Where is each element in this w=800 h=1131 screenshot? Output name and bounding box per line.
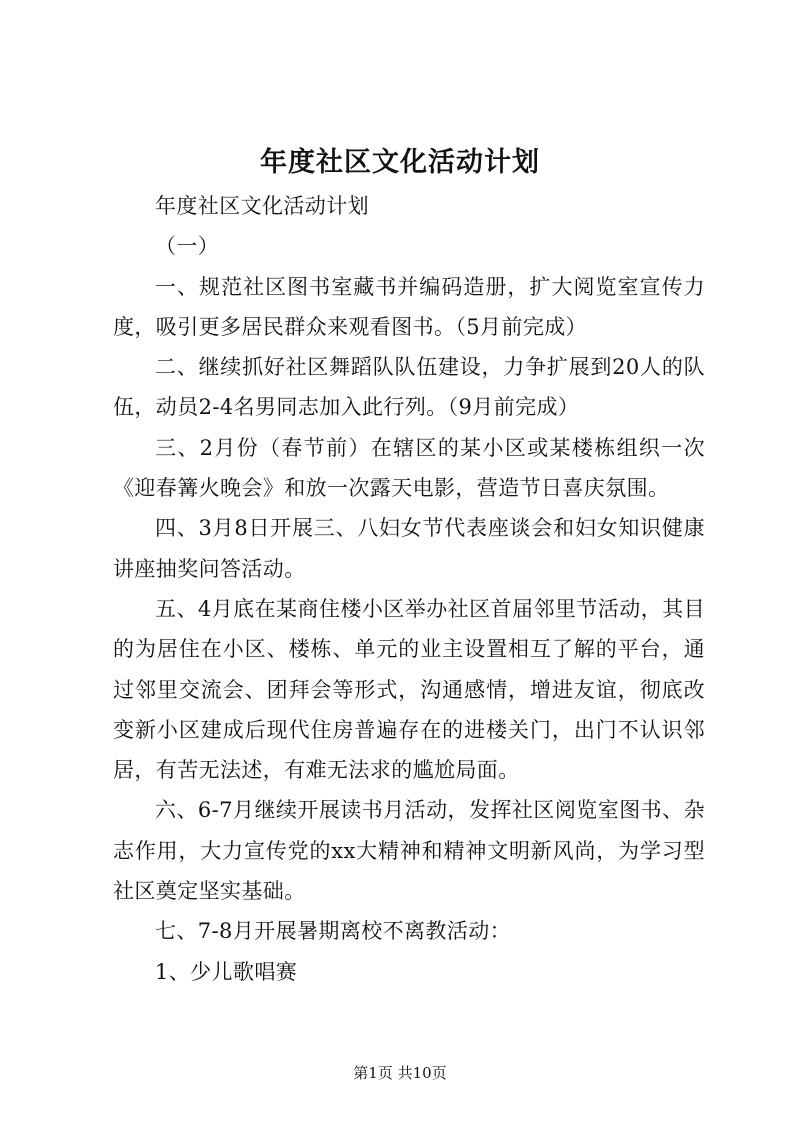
paragraph-section-one: （一） bbox=[155, 234, 220, 259]
paragraph-subitem-1: 1、少儿歌唱赛 bbox=[155, 959, 298, 984]
page-number-footer: 第1页 共10页 bbox=[353, 1064, 447, 1082]
document-title: 年度社区文化活动计划 bbox=[260, 147, 540, 178]
paragraph-item-7: 七、7-8月开展暑期离校不离教活动： bbox=[155, 919, 512, 944]
paragraph-item-6: 六、6-7月继续开展读书月活动，发挥社区阅览室图书、杂志作用，大力宣传党的xx大精神和精神文明新风尚，为学习型社区奠定坚实基础。 bbox=[113, 798, 705, 904]
paragraph-item-2: 二、继续抓好社区舞蹈队队伍建设，力争扩展到20人的队伍，动员2-4名男同志加入此行列。（9月前完成） bbox=[113, 355, 705, 420]
paragraph-item-3: 三、2月份（春节前）在辖区的某小区或某楼栋组织一次《迎春篝火晚会》和放一次露天电影，营造节日喜庆氛围。 bbox=[113, 435, 705, 501]
paragraph-item-1: 一、规范社区图书室藏书并编码造册，扩大阅览室宣传力度，吸引更多居民群众来观看图书。（5月前完成） bbox=[113, 274, 705, 339]
paragraph-subtitle: 年度社区文化活动计划 bbox=[155, 194, 369, 218]
document-body bbox=[113, 186, 705, 992]
paragraph-item-4: 四、3月8日开展三、八妇女节代表座谈会和妇女知识健康讲座抽奖问答活动。 bbox=[113, 516, 705, 581]
paragraph-item-5: 五、4月底在某商住楼小区举办社区首届邻里节活动，其目的为居住在小区、楼栋、单元的业主设置相互了解的平台，通过邻里交流会、团拜会等形式，沟通感情，增进友谊，彻底改变新小区建成后现代住房普遍存在的进楼关门，出门不认识邻居，有苦无法述，有难无法求的尴尬局面。 bbox=[113, 596, 705, 783]
